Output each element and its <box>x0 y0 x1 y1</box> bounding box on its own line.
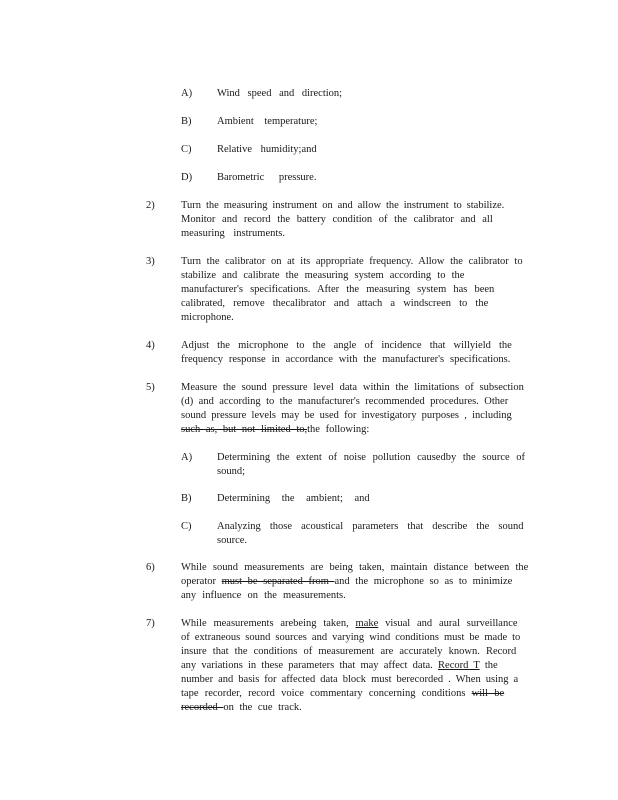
step-text-line: manufacturer's specifications. After the measuring system has been <box>181 284 495 295</box>
step-text-line <box>181 701 302 715</box>
step-number: 5) <box>146 382 155 393</box>
list-item-text: Analyzing those acoustical parameters that describe the sound <box>217 521 524 532</box>
step-text-fragment: While measurements arebeing taken, <box>181 618 356 629</box>
step-text-line: Adjust the microphone to the angle of incidence that willyield the <box>181 340 512 351</box>
step-text-line: (d) and according to the manufacturer's recommended procedures. Other <box>181 396 509 407</box>
step-text-line: frequency response in accordance with the manufacturer's specifications. <box>181 354 511 365</box>
step-text-fragment: tape recorder, record voice commentary concerning conditions <box>181 688 472 699</box>
list-marker: C) <box>181 144 192 155</box>
list-marker: B) <box>181 116 192 127</box>
step-text-fragment: the <box>479 660 498 671</box>
list-marker: A) <box>181 88 193 99</box>
step-number: 6) <box>146 562 155 573</box>
list-item-text: Determining the extent of noise pollution causedby the source of <box>217 452 526 463</box>
step-text-line <box>181 575 512 589</box>
step-text-fragment: any variations in these parameters that may affect data. <box>181 660 439 671</box>
list-item-text: Wind speed and direction; <box>217 88 343 99</box>
step-number: 7) <box>146 618 155 629</box>
step-text-line <box>181 617 518 631</box>
step-text-line: While sound measurements are being taken, maintain distance between the <box>181 562 529 573</box>
step-text-line <box>181 687 504 701</box>
list-marker: D) <box>181 172 193 183</box>
step-text-line: Turn the measuring instrument on and allow the instrument to stabilize. <box>181 200 505 211</box>
step-text-line: Monitor and record the battery condition of the calibrator and all <box>181 214 493 225</box>
step-text-line: Turn the calibrator on at its appropriate frequency. Allow the calibrator to <box>181 256 523 267</box>
step-text-line: measuring instruments. <box>181 228 285 239</box>
step-text-fragment: operator <box>181 576 222 587</box>
step-number: 4) <box>146 340 155 351</box>
struck-text: recorded <box>181 702 224 713</box>
list-item-text: Ambient temperature; <box>217 116 318 127</box>
step-text-fragment: on the cue track. <box>223 702 302 713</box>
struck-text: will be <box>471 688 505 699</box>
step-text-line: any influence on the measurements. <box>181 590 346 601</box>
list-item-text: Barometric pressure. <box>217 172 317 183</box>
step-text-fragment: and the microphone so as to minimize <box>334 576 513 587</box>
step-text-fragment: the following: <box>307 424 370 435</box>
step-text-line: calibrated, remove thecalibrator and attach a windscreen to the <box>181 298 489 309</box>
struck-text: such as, but not limited to, <box>181 424 308 435</box>
list-item-text: source. <box>217 535 248 546</box>
step-text-line: Measure the sound pressure level data within the limitations of subsection <box>181 382 524 393</box>
step-number: 3) <box>146 256 155 267</box>
step-text-line: number and basis for affected data block must berecorded . When using a <box>181 674 519 685</box>
step-text-fragment: visual and aural surveillance <box>378 618 518 629</box>
step-text-line <box>181 659 498 673</box>
step-text-line: insure that the conditions of measurement are accurately known. Record <box>181 646 517 657</box>
struck-text: must be separated from <box>221 576 335 587</box>
step-text-line: of extraneous sound sources and varying wind conditions must be made to <box>181 632 521 643</box>
underlined-text: Record T <box>438 660 480 671</box>
step-text-line: stabilize and calibrate the measuring system according to the <box>181 270 465 281</box>
list-marker: B) <box>181 493 192 504</box>
underlined-text: make <box>355 618 379 629</box>
list-item-text: sound; <box>217 466 246 477</box>
step-text-line: microphone. <box>181 312 234 323</box>
list-item-text: Relative humidity;and <box>217 144 317 155</box>
step-text-line: sound pressure levels may be used for investigatory purposes , including <box>181 410 512 421</box>
step-text-line <box>181 423 369 437</box>
list-item-text: Determining the ambient; and <box>217 493 370 504</box>
list-marker: A) <box>181 452 193 463</box>
step-number: 2) <box>146 200 155 211</box>
list-marker: C) <box>181 521 192 532</box>
